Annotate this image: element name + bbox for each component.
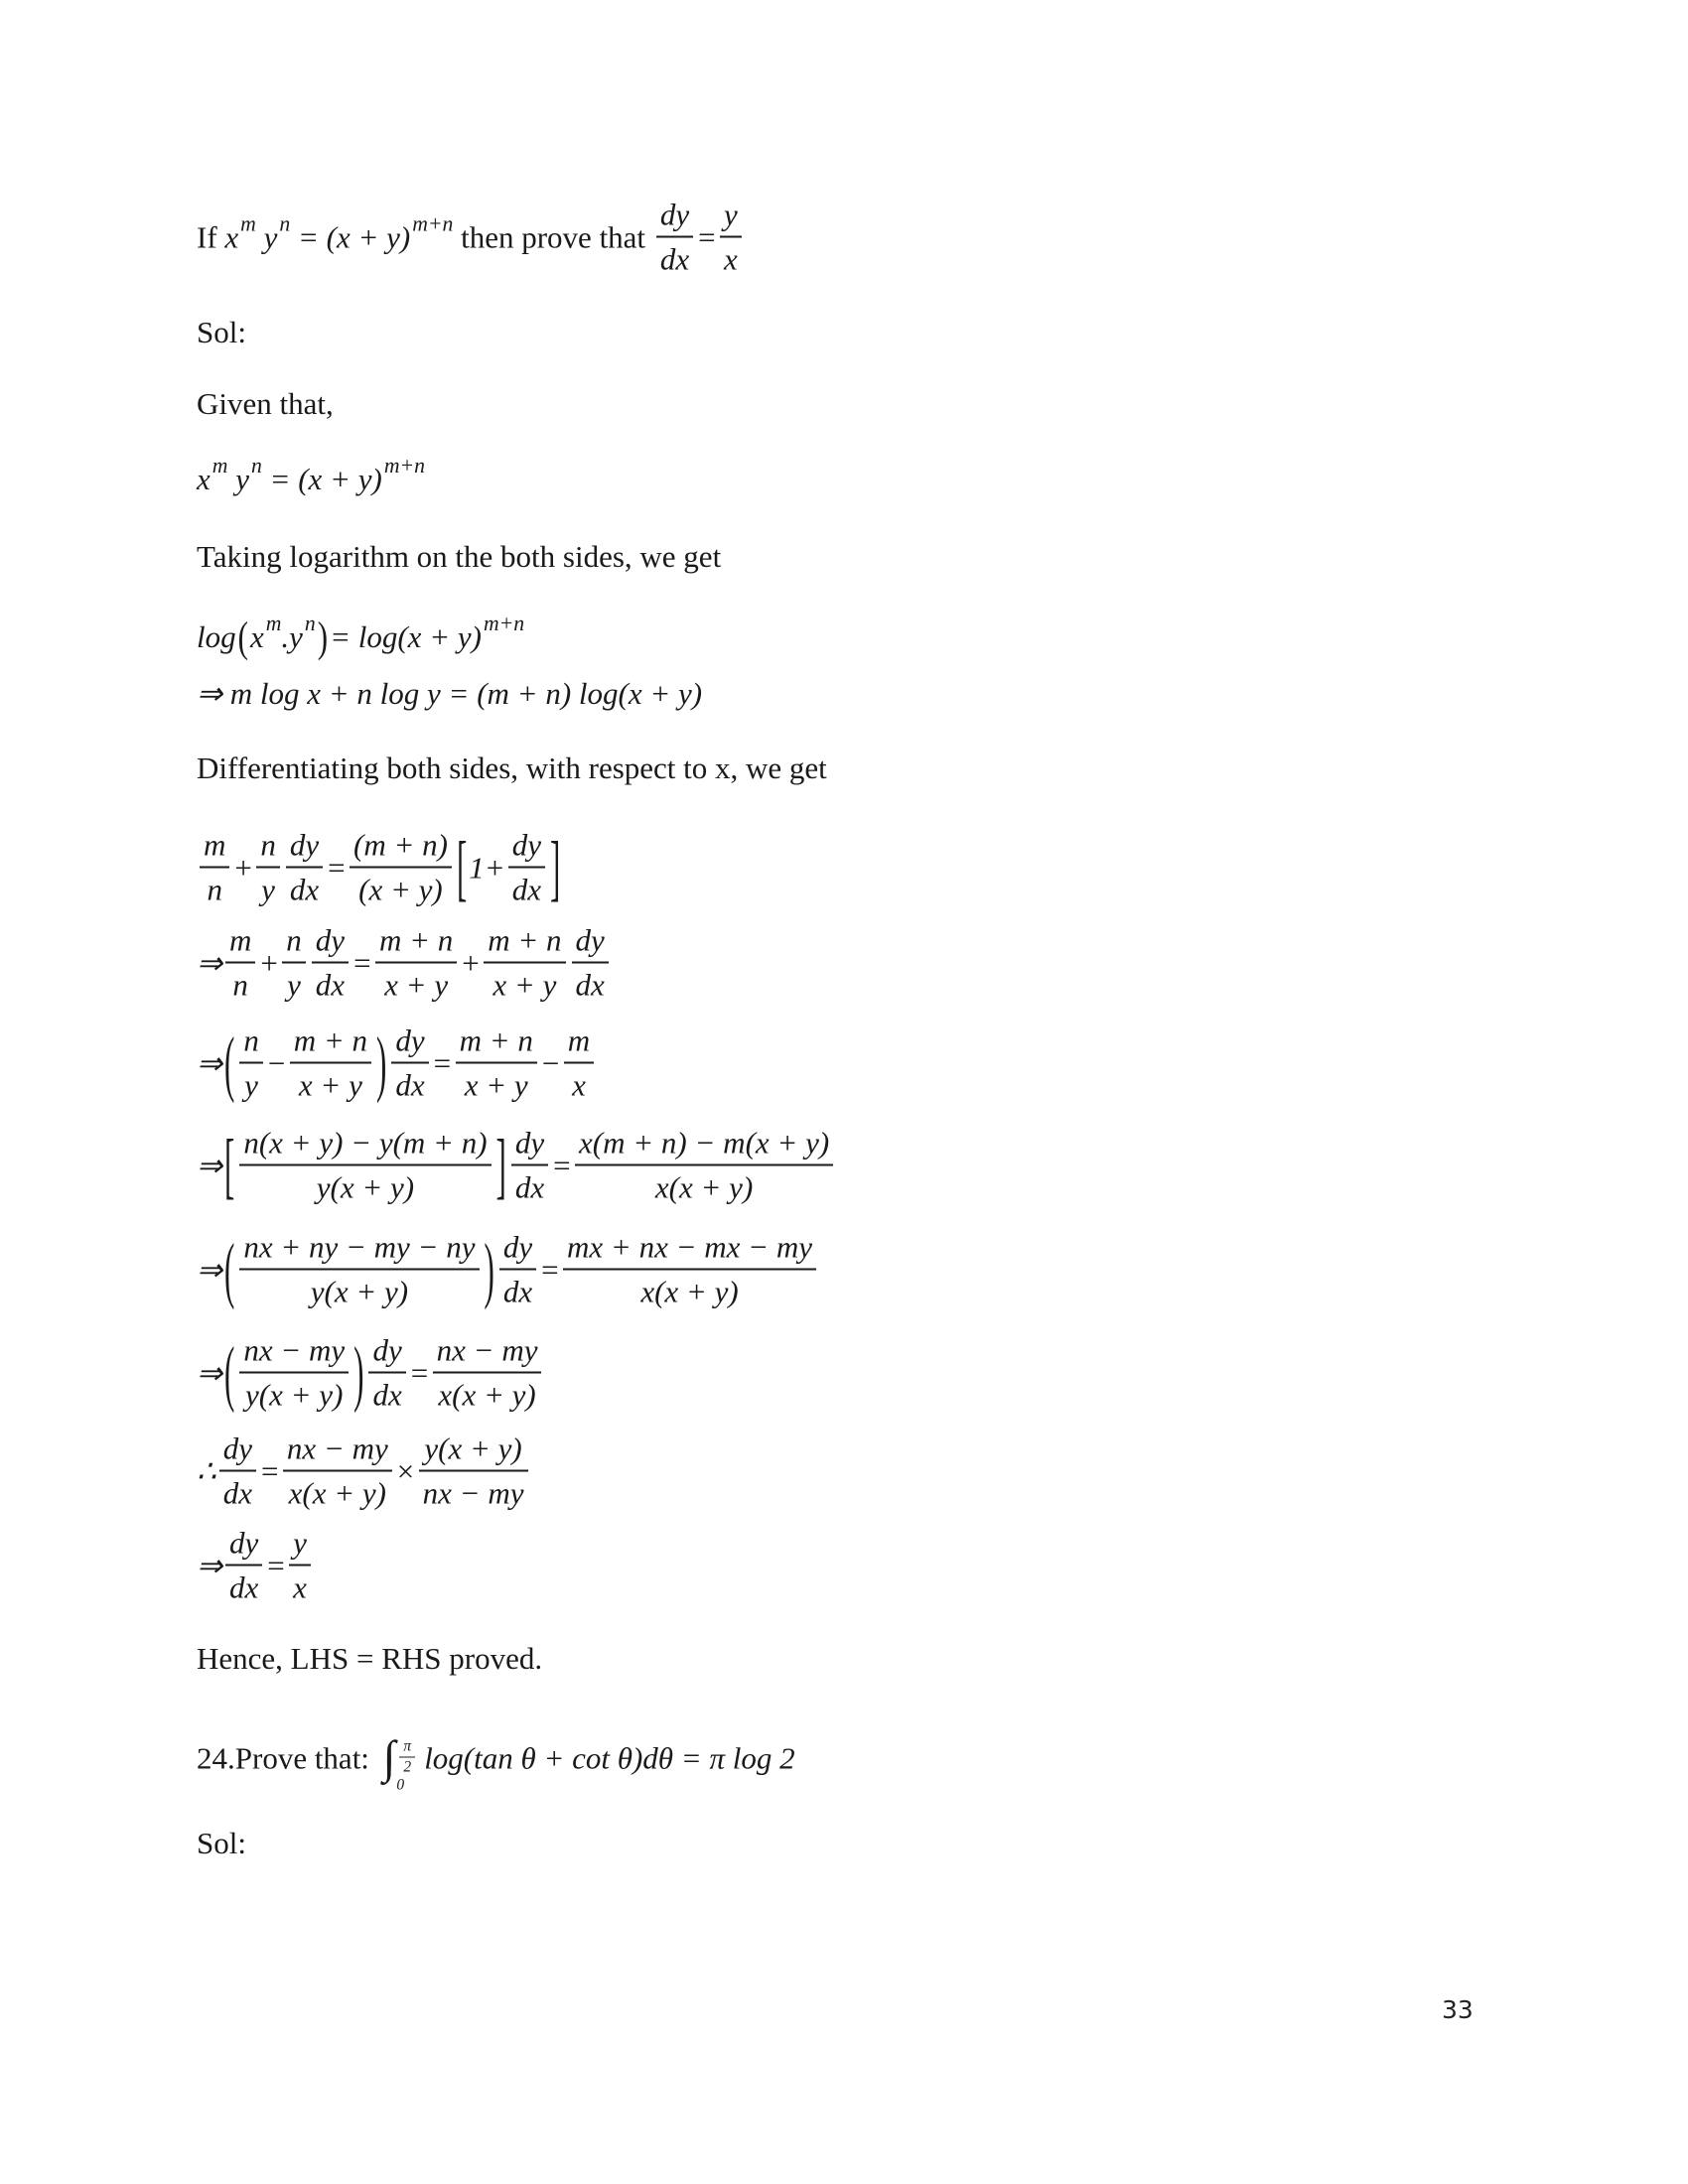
math-text: = bbox=[539, 1252, 561, 1287]
fraction bbox=[286, 828, 323, 908]
denominator bbox=[225, 1565, 262, 1606]
text: Taking logarithm on the both sides, we get bbox=[197, 539, 722, 574]
math-text: dx bbox=[315, 967, 346, 1003]
derivative-equation bbox=[197, 824, 562, 908]
math-text: dx bbox=[395, 1067, 425, 1103]
superscript: m bbox=[240, 211, 256, 236]
log-equation bbox=[197, 612, 525, 661]
math-text: x(x + y) bbox=[654, 1169, 754, 1205]
right-delimiter: ) bbox=[353, 1329, 364, 1414]
numerator bbox=[368, 1333, 405, 1372]
math-text: m + n bbox=[378, 922, 454, 958]
math-text: x bbox=[249, 619, 264, 654]
problem-statement bbox=[197, 198, 745, 278]
denominator bbox=[225, 962, 255, 1004]
math-text: − bbox=[265, 1045, 287, 1080]
numerator bbox=[433, 1333, 542, 1372]
fraction bbox=[282, 923, 306, 1004]
numerator bbox=[289, 1526, 311, 1565]
math-text: (m + n) bbox=[353, 827, 448, 863]
denominator bbox=[572, 962, 609, 1004]
numerator bbox=[290, 1024, 371, 1062]
math-text: dy bbox=[502, 1229, 533, 1265]
math-text: = bbox=[259, 1453, 280, 1488]
page-number: 33 bbox=[1442, 1995, 1474, 2024]
math-text: + bbox=[232, 850, 254, 885]
step-text bbox=[197, 751, 827, 786]
numerator bbox=[350, 828, 452, 867]
math-text: m bbox=[204, 827, 226, 863]
math-text: = (x + y) bbox=[261, 462, 382, 496]
lower-limit bbox=[396, 1777, 418, 1795]
math-text: x(x + y) bbox=[438, 1377, 536, 1413]
math-text: x bbox=[293, 1570, 307, 1605]
math-text: = bbox=[326, 850, 347, 885]
math-text: m + n bbox=[459, 1023, 533, 1058]
math-text: ⇒ m log x + n log y = (m + n) log(x + y) bbox=[197, 676, 703, 711]
math-text: x bbox=[197, 462, 211, 496]
denominator bbox=[656, 236, 693, 278]
math-text: dx bbox=[222, 1475, 252, 1511]
math-text: dx bbox=[575, 967, 605, 1003]
left-delimiter: ( bbox=[237, 612, 248, 661]
denominator bbox=[350, 867, 452, 908]
superscript: m bbox=[211, 454, 228, 478]
math-text: y bbox=[227, 462, 249, 496]
given-equation bbox=[197, 454, 425, 497]
numerator bbox=[256, 828, 280, 867]
math-text: dy bbox=[395, 1023, 425, 1058]
numerator bbox=[499, 1230, 536, 1269]
text: then prove that bbox=[453, 219, 653, 254]
math-text: + bbox=[460, 945, 482, 980]
math-text: × bbox=[394, 1453, 416, 1488]
text: 24.Prove that: bbox=[197, 1740, 377, 1775]
denominator bbox=[239, 1269, 479, 1310]
right-delimiter: ) bbox=[376, 1020, 387, 1104]
denominator bbox=[391, 1062, 428, 1104]
math-text: ⇒ bbox=[197, 1355, 222, 1390]
right-delimiter: ] bbox=[495, 1122, 506, 1206]
derivative-equation bbox=[197, 1432, 531, 1512]
math-text: dy bbox=[289, 827, 320, 863]
numerator bbox=[239, 1126, 491, 1164]
math-text: dy bbox=[228, 1525, 259, 1561]
left-delimiter: [ bbox=[456, 824, 468, 908]
right-delimiter: ) bbox=[484, 1226, 494, 1310]
fraction bbox=[283, 1432, 392, 1512]
math-text: 2 bbox=[403, 1758, 412, 1776]
denominator bbox=[283, 1470, 392, 1512]
math-text: m + n bbox=[293, 1023, 368, 1058]
numerator bbox=[239, 1024, 263, 1062]
numerator bbox=[511, 1126, 548, 1164]
result-equation bbox=[197, 1526, 314, 1606]
math-text: y bbox=[244, 1067, 258, 1103]
conclusion-text bbox=[197, 1641, 542, 1677]
math-text: ⇒ bbox=[197, 1045, 222, 1080]
math-text: x(x + y) bbox=[288, 1475, 386, 1511]
denominator bbox=[399, 1757, 415, 1777]
math-text: y(x + y) bbox=[310, 1274, 409, 1309]
right-delimiter: ) bbox=[317, 612, 329, 661]
log-expanded-equation bbox=[197, 676, 702, 712]
fraction bbox=[511, 1126, 548, 1206]
math-text: n bbox=[207, 872, 222, 907]
math-text: mx + nx − mx − my bbox=[567, 1229, 812, 1265]
upper-limit bbox=[396, 1738, 418, 1777]
denominator bbox=[499, 1269, 536, 1310]
math-text: 0 bbox=[396, 1776, 405, 1794]
math-text: x + y bbox=[298, 1067, 362, 1103]
bracketed-group bbox=[222, 1226, 496, 1310]
math-text: ∴ bbox=[197, 1453, 216, 1488]
denominator bbox=[375, 962, 457, 1004]
fraction bbox=[219, 1432, 256, 1512]
math-text: n bbox=[286, 922, 302, 958]
integral bbox=[382, 1732, 419, 1794]
math-text: dy bbox=[372, 1332, 402, 1368]
numerator bbox=[563, 1230, 816, 1269]
denominator bbox=[239, 1164, 491, 1206]
denominator bbox=[290, 1062, 371, 1104]
math-text: π bbox=[403, 1737, 412, 1755]
step-text bbox=[197, 539, 721, 575]
fraction bbox=[256, 828, 280, 908]
bracketed-group bbox=[222, 1329, 365, 1414]
numerator bbox=[508, 828, 545, 867]
numerator bbox=[225, 1526, 262, 1565]
fraction bbox=[239, 1024, 263, 1104]
left-delimiter: ( bbox=[223, 1020, 235, 1104]
math-text: = bbox=[265, 1548, 287, 1582]
fraction bbox=[575, 1126, 833, 1206]
numerator bbox=[572, 923, 609, 962]
numerator bbox=[286, 828, 323, 867]
given-text bbox=[197, 386, 334, 422]
math-text: dy bbox=[514, 1125, 545, 1160]
math-text: m + n bbox=[488, 922, 562, 958]
derivative-equation bbox=[197, 923, 612, 1004]
math-text: n bbox=[243, 1023, 259, 1058]
bracketed-group bbox=[455, 824, 562, 908]
fraction bbox=[572, 923, 609, 1004]
math-text: = bbox=[551, 1148, 573, 1182]
denominator bbox=[456, 1062, 537, 1104]
numerator bbox=[282, 923, 306, 962]
math-text: x + y bbox=[384, 967, 449, 1003]
fraction bbox=[656, 198, 693, 278]
numerator bbox=[312, 923, 349, 962]
fraction bbox=[484, 923, 565, 1004]
math-text: x bbox=[224, 219, 239, 254]
math-text: x + y bbox=[492, 967, 557, 1003]
fraction bbox=[391, 1024, 428, 1104]
math-text: ⇒ bbox=[197, 945, 222, 980]
math-text: = bbox=[352, 945, 372, 980]
numerator bbox=[456, 1024, 537, 1062]
math-text: m bbox=[228, 922, 252, 958]
denominator bbox=[563, 1269, 816, 1310]
math-text: y bbox=[255, 219, 278, 254]
math-text: nx − my bbox=[243, 1332, 346, 1368]
math-text: − bbox=[539, 1045, 561, 1080]
denominator bbox=[200, 867, 229, 908]
fraction bbox=[456, 1024, 537, 1104]
math-text: = (x + y) bbox=[290, 219, 411, 254]
math-text: dy bbox=[659, 197, 690, 232]
math-text: = log(x + y) bbox=[330, 619, 482, 654]
math-text: x(x + y) bbox=[640, 1274, 739, 1309]
denominator bbox=[484, 962, 565, 1004]
math-text: dy bbox=[222, 1431, 252, 1466]
numerator bbox=[283, 1432, 392, 1470]
bracketed-group bbox=[236, 612, 330, 661]
numerator bbox=[225, 923, 255, 962]
numerator bbox=[391, 1024, 428, 1062]
math-text: dy bbox=[575, 922, 605, 958]
left-delimiter: [ bbox=[223, 1122, 235, 1206]
math-text: y bbox=[724, 197, 738, 232]
math-text: ⇒ bbox=[197, 1148, 222, 1182]
math-text: dx bbox=[372, 1377, 402, 1413]
numerator bbox=[239, 1333, 349, 1372]
math-text: + bbox=[258, 945, 280, 980]
fraction bbox=[350, 828, 452, 908]
numerator bbox=[219, 1432, 256, 1470]
math-text: n bbox=[232, 967, 248, 1003]
denominator bbox=[433, 1372, 542, 1414]
fraction bbox=[720, 198, 742, 278]
fraction bbox=[399, 1738, 415, 1777]
fraction bbox=[419, 1432, 528, 1512]
fraction bbox=[564, 1024, 594, 1104]
bracketed-group bbox=[222, 1122, 508, 1206]
denominator bbox=[239, 1372, 349, 1414]
denominator bbox=[286, 867, 323, 908]
numerator bbox=[564, 1024, 594, 1062]
fraction bbox=[239, 1333, 349, 1414]
math-text: dy bbox=[511, 827, 541, 863]
denominator bbox=[312, 962, 349, 1004]
fraction bbox=[368, 1333, 405, 1414]
math-text: x + y bbox=[464, 1067, 528, 1103]
denominator bbox=[564, 1062, 594, 1104]
math-text: log(tan θ + cot θ)dθ = π log 2 bbox=[424, 1740, 795, 1775]
fraction bbox=[499, 1230, 536, 1310]
math-text: dx bbox=[502, 1274, 533, 1309]
derivative-equation bbox=[197, 1226, 819, 1310]
math-text: y bbox=[261, 872, 275, 907]
math-text: = bbox=[408, 1355, 430, 1390]
math-text: log bbox=[197, 619, 236, 654]
text: Sol: bbox=[197, 1826, 246, 1860]
math-text: 1+ bbox=[469, 850, 505, 885]
math-text: dx bbox=[514, 1169, 545, 1205]
text: Hence, LHS = RHS proved. bbox=[197, 1641, 543, 1676]
fraction bbox=[312, 923, 349, 1004]
denominator bbox=[720, 236, 742, 278]
fraction bbox=[563, 1230, 816, 1310]
math-text: x bbox=[724, 241, 738, 277]
left-delimiter: ( bbox=[223, 1329, 235, 1414]
math-text: = bbox=[696, 219, 717, 254]
fraction bbox=[225, 923, 255, 1004]
math-text: nx − my bbox=[286, 1431, 388, 1466]
superscript: m+n bbox=[383, 454, 425, 478]
fraction bbox=[225, 1526, 262, 1606]
math-text: nx + ny − my − ny bbox=[243, 1229, 476, 1265]
math-text: dx bbox=[659, 241, 690, 277]
math-text: nx − my bbox=[436, 1332, 538, 1368]
denominator bbox=[239, 1062, 263, 1104]
superscript: m+n bbox=[412, 211, 454, 236]
fraction bbox=[433, 1333, 542, 1414]
math-text: (x + y) bbox=[358, 872, 443, 907]
superscript: m+n bbox=[483, 612, 525, 636]
fraction bbox=[239, 1126, 491, 1206]
math-text: x bbox=[572, 1067, 586, 1103]
fraction bbox=[289, 1526, 311, 1606]
superscript: m bbox=[265, 612, 282, 636]
denominator bbox=[219, 1470, 256, 1512]
math-text: ⇒ bbox=[197, 1548, 222, 1582]
numerator bbox=[200, 828, 229, 867]
numerator bbox=[656, 198, 693, 236]
derivative-equation bbox=[197, 1020, 597, 1104]
bracketed-group bbox=[222, 1020, 388, 1104]
integral-sign-icon: ∫ bbox=[382, 1732, 396, 1784]
math-text: dx bbox=[289, 872, 320, 907]
math-text: ⇒ bbox=[197, 1252, 222, 1287]
denominator bbox=[368, 1372, 405, 1414]
fraction bbox=[290, 1024, 371, 1104]
fraction bbox=[508, 828, 545, 908]
integral-limits bbox=[396, 1737, 418, 1794]
solution-label bbox=[197, 315, 246, 350]
solution-label bbox=[197, 1826, 246, 1861]
fraction bbox=[375, 923, 457, 1004]
right-delimiter: ] bbox=[549, 824, 561, 908]
math-text: n(x + y) − y(m + n) bbox=[243, 1125, 488, 1160]
math-text: y(x + y) bbox=[316, 1169, 415, 1205]
superscript: n bbox=[279, 211, 291, 236]
math-text: dx bbox=[511, 872, 541, 907]
numerator bbox=[720, 198, 742, 236]
math-text: dy bbox=[315, 922, 346, 958]
math-text: y bbox=[287, 967, 301, 1003]
math-text: m bbox=[567, 1023, 591, 1058]
math-text: y(x + y) bbox=[245, 1377, 344, 1413]
math-text: n bbox=[260, 827, 276, 863]
denominator bbox=[419, 1470, 528, 1512]
derivative-equation bbox=[197, 1329, 544, 1414]
text: Sol: bbox=[197, 315, 246, 349]
text: Differentiating both sides, with respect to x, we get bbox=[197, 751, 827, 785]
left-delimiter: ( bbox=[223, 1226, 235, 1310]
fraction bbox=[200, 828, 229, 908]
denominator bbox=[256, 867, 280, 908]
numerator bbox=[484, 923, 565, 962]
derivative-equation bbox=[197, 1122, 836, 1206]
numerator bbox=[399, 1738, 415, 1757]
math-text: y bbox=[293, 1525, 307, 1561]
text: If bbox=[197, 219, 225, 254]
math-text: nx − my bbox=[422, 1475, 524, 1511]
superscript: n bbox=[304, 612, 316, 636]
math-text: x(m + n) − m(x + y) bbox=[579, 1125, 830, 1160]
math-text: .y bbox=[281, 619, 303, 654]
fraction bbox=[239, 1230, 479, 1310]
superscript: n bbox=[250, 454, 262, 478]
text: Given that, bbox=[197, 386, 334, 421]
math-text: y(x + y) bbox=[424, 1431, 522, 1466]
denominator bbox=[508, 867, 545, 908]
numerator bbox=[239, 1230, 479, 1269]
math-text: dx bbox=[228, 1570, 259, 1605]
math-text: = bbox=[431, 1045, 453, 1080]
denominator bbox=[575, 1164, 833, 1206]
problem-24-statement bbox=[197, 1732, 795, 1794]
numerator bbox=[419, 1432, 528, 1470]
denominator bbox=[282, 962, 306, 1004]
denominator bbox=[289, 1565, 311, 1606]
denominator bbox=[511, 1164, 548, 1206]
numerator bbox=[575, 1126, 833, 1164]
numerator bbox=[375, 923, 457, 962]
